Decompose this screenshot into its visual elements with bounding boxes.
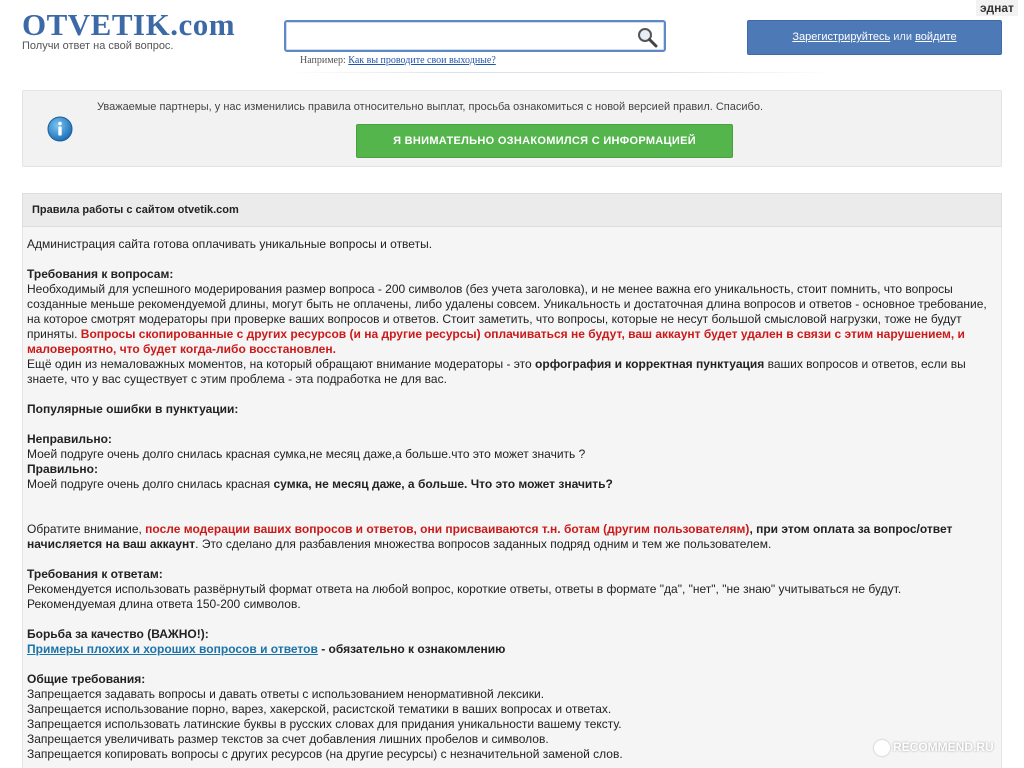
answer-requirements-title: Требования к ответам: (27, 567, 163, 581)
attention-red: после модерации ваших вопросов и ответов, они присваиваются т.н. ботам (другим пользователям) (145, 522, 750, 536)
wrong-title: Неправильно: (27, 432, 112, 446)
answer-requirement-2: Рекомендуемая длина ответа 150-200 символов. (27, 597, 301, 611)
spelling-note-a: Ещё один из немаловажных моментов, на который обращают внимание модераторы - это (27, 357, 536, 371)
wrong-example: Моей подруге очень долго снилась красная сумка,не месяц даже,а больше.что это может значить ? (27, 447, 586, 461)
general-item: Запрещается использование порно, варез, хакерской, расистской тематики в ваших вопросах и ответах. (27, 702, 612, 716)
recommend-watermark (874, 735, 1019, 759)
site-logo[interactable]: OTVETIK.com (22, 7, 236, 42)
punctuation-title: Популярные ошибки в пунктуации: (27, 402, 239, 416)
info-icon (47, 116, 73, 142)
attention-a: Обратите внимание, (27, 522, 146, 536)
auth-box (747, 20, 1002, 55)
auth-or-text: или (893, 31, 912, 43)
general-requirements-title: Общие требования: (27, 672, 146, 686)
general-item: Запрещается увеличивать размер текстов за счет добавления лишних пробелов и символов. (27, 732, 549, 746)
search-box (284, 20, 666, 52)
notice-panel (22, 90, 1002, 167)
question-requirements-body: Необходимый для успешного модерирования размер вопроса - 200 символов (без учета заголовка), и не менее важна его уникальность, стоит помнить, что вопросы созданные меньше рекомендуемой длины, могут быть не оплачены, либо удалены совсем. Уникальность и достаточная длина вопросов и ответов - основное требование, на которое смотрят модераторы при проверке ваших вопросов и ответов. Стоит заметить, что вопросы, которые не несут большой смысловой нагрузки, тоже не будут приняты. (27, 282, 987, 341)
answer-requirement-1: Рекомендуется использовать развёрнутый формат ответа на любой вопрос, короткие ответы, ответы в формате "да", "нет", "не знаю" учитываться не будут. (27, 582, 902, 596)
quality-examples-link[interactable]: Примеры плохих и хороших вопросов и ответов (27, 642, 318, 656)
search-icon[interactable] (636, 26, 658, 48)
right-example-a: Моей подруге очень долго снилась красная (27, 477, 274, 491)
attention-bold: , при этом оплата за вопрос/ответ начисляется на ваш аккаунт (27, 522, 953, 551)
register-link[interactable]: Зарегистрируйтесь (792, 31, 891, 43)
rules-content (27, 237, 999, 762)
corner-username: эднат (976, 0, 1018, 16)
watermark-logo-icon (874, 740, 890, 756)
general-item: Запрещается использовать латинские буквы в русских словах для придания уникальности вашему тексту. (27, 717, 622, 731)
quality-line (27, 642, 999, 657)
general-item: Запрещается копировать вопросы с других ресурсов (на другие ресурсы) с незначительной заменой слов. (27, 747, 623, 761)
attention-c: . Это сделано для разбавления множества вопросов заданных подряд одним и тем же пользователем. (195, 537, 772, 551)
search-example (300, 55, 496, 66)
question-requirements-text (27, 282, 999, 357)
right-title: Правильно: (27, 462, 98, 476)
attention-note (27, 522, 999, 552)
question-requirements-title: Требования к вопросам: (27, 267, 174, 281)
login-link[interactable]: войдите (915, 31, 957, 43)
search-input[interactable] (290, 25, 634, 49)
site-tagline: Получи ответ на свой вопрос. (22, 40, 174, 52)
header-divider (284, 72, 834, 73)
rules-title: Правила работы с сайтом otvetik.com (22, 193, 1002, 227)
quality-suffix: - обязательно к ознакомлению (317, 642, 506, 656)
right-example (27, 477, 999, 492)
spelling-note-bold: орфография и корректная пунктуация (535, 357, 765, 371)
notice-text: Уважаемые партнеры, у нас изменились правила относительно выплат, просьба ознакомиться с новой версией правил. Спасибо. (97, 101, 763, 113)
general-item: Запрещается задавать вопросы и давать ответы с использованием ненормативной лексики. (27, 687, 545, 701)
acknowledge-button[interactable]: Я ВНИМАТЕЛЬНО ОЗНАКОМИЛСЯ С ИНФОРМАЦИЕЙ (356, 124, 733, 158)
spelling-note (27, 357, 999, 387)
copy-warning: Вопросы скопированные с других ресурсов (и на другие ресурсы) оплачиваться не будут, ваш аккаунт будет удален в связи с этим нарушением, и маловероятно, что будет когда-либо восстановлен. (27, 327, 965, 356)
example-link[interactable]: Как вы проводите свои выходные? (348, 55, 496, 66)
quality-title: Борьба за качество (ВАЖНО!): (27, 627, 209, 641)
watermark-text: RECOMMEND.RU (893, 740, 994, 754)
spelling-note-c: ваших вопросов и ответов, если вы знаете, что у вас существует с этим проблема - эта подработка не для вас. (27, 357, 966, 386)
right-example-b: сумка, не месяц даже, а больше. Что это может значить? (273, 477, 613, 491)
example-prefix: Например: (300, 55, 346, 66)
rules-intro: Администрация сайта готова оплачивать уникальные вопросы и ответы. (27, 237, 433, 251)
